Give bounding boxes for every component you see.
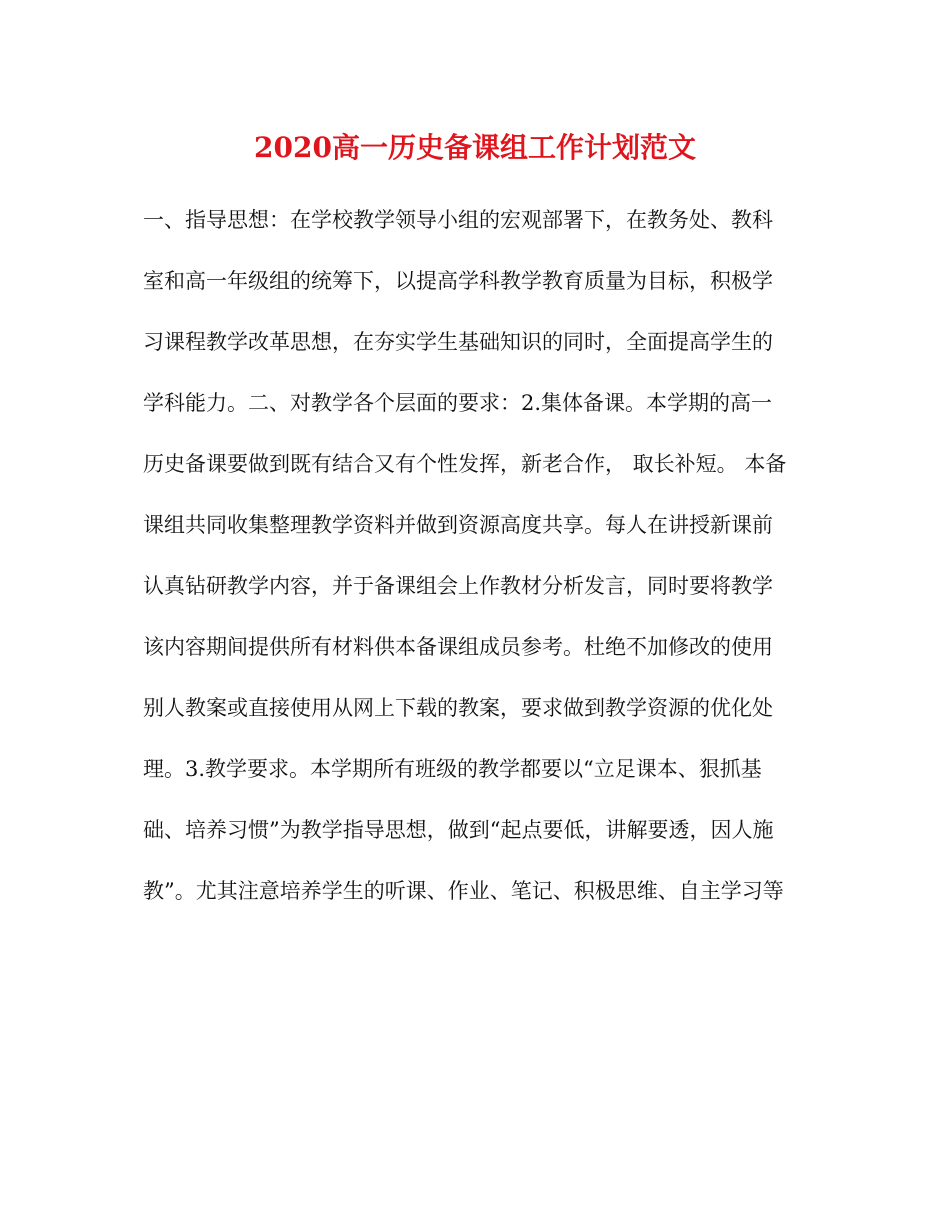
body-line: 别人教案或直接使用从网上下载的教案，要求做到教学资源的优化处: [143, 696, 773, 720]
body-line: 认真钻研教学内容，并于备课组会上作教材分析发言，同时要将教学: [143, 574, 773, 598]
body-line: 该内容期间提供所有材料供本备课组成员参考。杜绝不加修改的使用: [143, 635, 773, 659]
document-body: [143, 190, 823, 922]
document-title: 2020高一历史备课组工作计划范文: [254, 131, 696, 164]
body-line: 历史备课要做到既有结合又有个性发挥，新老合作， 取长补短。 本备: [143, 452, 787, 476]
body-line: 室和高一年级组的统筹下，以提高学科教学教育质量为目标，积极学: [143, 269, 773, 293]
body-line: 理。3.教学要求。本学期所有班级的教学都要以“立足课本、狠抓基: [143, 757, 762, 781]
body-line: 教”。尤其注意培养学生的听课、作业、笔记、积极思维、自主学习等: [143, 879, 784, 903]
body-line: 习课程教学改革思想，在夯实学生基础知识的同时，全面提高学生的: [143, 330, 773, 354]
body-line: 础、培养习惯”为教学指导思想，做到“起点要低，讲解要透，因人施: [143, 818, 774, 842]
body-line: 课组共同收集整理教学资料并做到资源高度共享。每人在讲授新课前: [143, 513, 773, 537]
body-line: 学科能力。二、对教学各个层面的要求：2.集体备课。本学期的高一: [143, 391, 773, 415]
body-line: 一、指导思想：在学校教学领导小组的宏观部署下，在教务处、教科: [143, 208, 773, 232]
